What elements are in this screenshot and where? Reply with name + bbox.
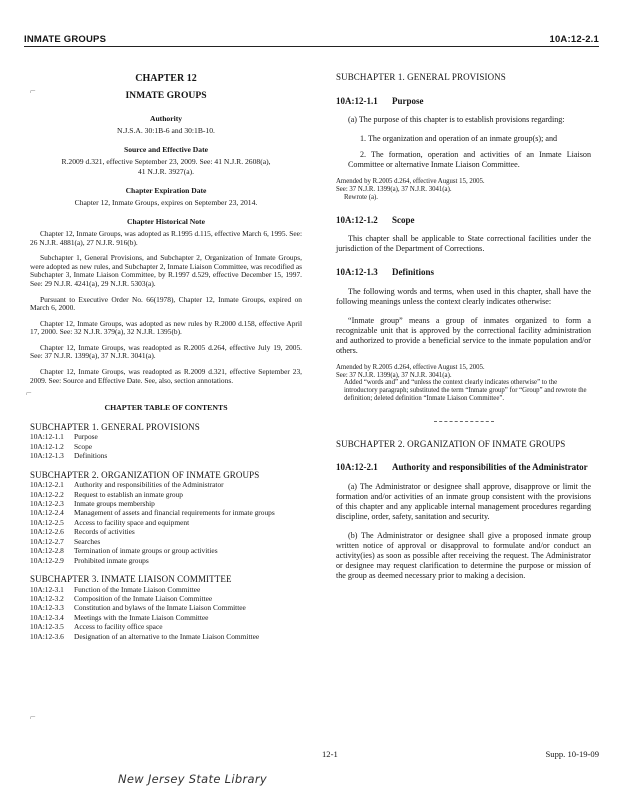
toc-number: 10A:12-3.5	[30, 622, 64, 632]
note-line: See: 37 N.J.R. 1399(a), 37 N.J.R. 3041(a).	[336, 185, 452, 193]
history-paragraph: Chapter 12, Inmate Groups, was adopted as new rules by R.2000 d.158, effective April 17, 2000. See: 32 N.J.R. 379(a), 32 N.J.R. 1395(b).	[30, 318, 302, 337]
section-paragraph: “Inmate group” means a group of inmates organized to form a recognizable unit that is approved by the correctional facility administration and authorized to provide a beneficial service to the inmate population and/or others.	[336, 315, 591, 355]
section-heading	[336, 97, 591, 107]
toc-number: 10A:12-2.7	[30, 536, 64, 546]
toc-text: Purpose	[74, 432, 98, 442]
scan-mark: ⌐	[30, 86, 36, 97]
section-heading	[336, 216, 591, 226]
toc-number: 10A:12-3.1	[30, 584, 64, 594]
toc-text: Termination of inmate groups or group activities	[74, 546, 218, 556]
section-paragraph: 2. The formation, operation and activities of an Inmate Liaison Committee or alternative Inmate Liaison Committee.	[348, 150, 591, 170]
section-title: Scope	[392, 214, 415, 225]
toc-number: 10A:12-2.6	[30, 527, 64, 537]
source-heading: Source and Effective Date	[123, 145, 208, 155]
header-section: 10A:12-2.1	[549, 34, 599, 45]
section-number: 10A:12-2.1	[336, 462, 378, 473]
subchapter-title: SUBCHAPTER 1. GENERAL PROVISIONS	[336, 72, 506, 82]
header-title: INMATE GROUPS	[24, 34, 107, 45]
header-rule	[24, 46, 599, 47]
supplement-date: Supp. 10-19-09	[545, 749, 599, 759]
toc-subchapter-title: SUBCHAPTER 3. INMATE LIAISON COMMITTEE	[30, 573, 232, 584]
history-heading: Chapter Historical Note	[127, 217, 205, 227]
note-line: Rewrote (a).	[344, 193, 378, 201]
toc-text: Function of the Inmate Liaison Committee	[74, 584, 201, 594]
expiration-text: Chapter 12, Inmate Groups, expires on September 23, 2014.	[74, 197, 258, 207]
page-number: 12-1	[322, 749, 338, 759]
toc-number: 10A:12-1.3	[30, 451, 64, 461]
toc-item[interactable]	[30, 433, 302, 441]
left-column	[30, 62, 302, 641]
note-line: Amended by R.2005 d.264, effective August 15, 2005.	[336, 178, 485, 186]
history-paragraph: Chapter 12, Inmate Groups, was readopted as R.2005 d.264, effective July 19, 2005. See: 37 N.J.R. 1399(a), 37 N.J.R. 3041(a).	[30, 342, 302, 361]
history-paragraph: Chapter 12, Inmate Groups, was adopted as R.1995 d.115, effective March 6, 1995. See: 26 N.J.R. 4881(a), 27 N.J.R. 916(b).	[30, 228, 302, 247]
toc-text: Searches	[74, 536, 101, 546]
toc-item[interactable]	[30, 538, 302, 546]
section-paragraph: 1. The organization and operation of an inmate group(s); and	[360, 134, 558, 144]
toc-item[interactable]	[30, 500, 302, 508]
section-paragraph: (a) The purpose of this chapter is to establish provisions regarding:	[348, 115, 565, 125]
toc-item[interactable]	[30, 443, 302, 451]
toc-title: CHAPTER TABLE OF CONTENTS	[104, 403, 228, 413]
toc-text: Definitions	[74, 451, 108, 461]
section-heading	[336, 268, 591, 278]
toc-item[interactable]	[30, 623, 302, 631]
toc-item[interactable]	[30, 557, 302, 565]
history-paragraph: Chapter 12, Inmate Groups, was readopted as R.2009 d.321, effective September 23, 2009. See: Source and Effective Date. See, also, section annotations.	[30, 367, 302, 385]
toc-text: Meetings with the Inmate Liaison Committee	[74, 612, 209, 622]
toc-text: Records of activities	[74, 527, 135, 537]
toc-item[interactable]	[30, 452, 302, 460]
toc-item[interactable]	[30, 547, 302, 555]
toc-subchapter-title: SUBCHAPTER 2. ORGANIZATION OF INMATE GROUPS	[30, 469, 260, 480]
history-paragraph: Pursuant to Executive Order No. 66(1978), Chapter 12, Inmate Groups, expired on March 6, 2000.	[30, 294, 302, 313]
toc-number: 10A:12-1.1	[30, 432, 64, 442]
toc-item[interactable]	[30, 633, 302, 641]
toc-text: Constitution and bylaws of the Inmate Liaison Committee	[74, 603, 246, 613]
toc-number: 10A:12-1.2	[30, 441, 64, 451]
toc-text: Scope	[74, 441, 93, 451]
section-number: 10A:12-1.1	[336, 95, 378, 106]
toc-text: Composition of the Inmate Liaison Committee	[74, 593, 213, 603]
running-header	[24, 34, 599, 46]
section-divider	[434, 421, 494, 422]
chapter-title: INMATE GROUPS	[125, 89, 207, 101]
toc-text: Access to facility space and equipment	[74, 517, 190, 527]
section-number: 10A:12-1.2	[336, 214, 378, 225]
section-title: Purpose	[392, 95, 424, 106]
toc-item[interactable]	[30, 528, 302, 536]
toc-item[interactable]	[30, 481, 302, 489]
toc-number: 10A:12-3.3	[30, 603, 64, 613]
toc-subchapter-title: SUBCHAPTER 1. GENERAL PROVISIONS	[30, 421, 200, 432]
section-title: Authority and responsibilities of the Administrator	[392, 462, 588, 473]
toc-text: Prohibited inmate groups	[74, 555, 149, 565]
toc-text: Inmate groups membership	[74, 499, 155, 509]
toc-number: 10A:12-2.2	[30, 489, 64, 499]
toc-number: 10A:12-3.6	[30, 631, 64, 641]
note-line: Amended by R.2005 d.264, effective August 15, 2005.	[336, 363, 485, 371]
history-paragraph: Subchapter 1, General Provisions, and Subchapter 2, Organization of Inmate Groups, were adopted as new rules, and Subchapter 2, Inmate Liaison Committee, was recodified as Subchapter 3, Inmate Liaison Committee, by R.1997 d.529, effective December 15, 1997. See: 29 N.J.R. 4241(a), 29 N.J.R. 5303(a).	[30, 253, 302, 288]
amendment-note	[336, 364, 591, 403]
section-number: 10A:12-1.3	[336, 267, 378, 278]
toc-text: Request to establish an inmate group	[74, 489, 183, 499]
toc-number: 10A:12-2.8	[30, 546, 64, 556]
chapter-number: CHAPTER 12	[135, 73, 197, 84]
toc-item[interactable]	[30, 595, 302, 603]
section-paragraph: This chapter shall be applicable to State correctional facilities under the jurisdiction of the Department of Corrections.	[336, 234, 591, 254]
toc-text: Authority and responsibilities of the Administrator	[74, 480, 224, 490]
subchapter-title: SUBCHAPTER 2. ORGANIZATION OF INMATE GROUPS	[336, 438, 566, 449]
toc-item[interactable]	[30, 614, 302, 622]
toc-item[interactable]	[30, 586, 302, 594]
source-text: R.2009 d.321, effective September 23, 2009. See: 41 N.J.R. 2608(a), 41 N.J.R. 3927(a).	[61, 156, 271, 176]
toc-number: 10A:12-3.2	[30, 593, 64, 603]
authority-heading: Authority	[149, 114, 183, 124]
toc-item[interactable]	[30, 519, 302, 527]
toc-text: Designation of an alternative to the Inmate Liaison Committee	[74, 631, 260, 641]
section-heading	[336, 463, 591, 473]
toc-item[interactable]	[30, 509, 302, 517]
authority-text: N.J.S.A. 30:1B-6 and 30:1B-10.	[117, 125, 215, 135]
toc-item[interactable]	[30, 604, 302, 612]
amendment-note	[336, 178, 591, 201]
note-line: Added “words and” and “unless the context clearly indicates otherwise” to the introductory paragraph; substituted the term “Inmate group” for “Group” and rewrote the definition; deleted definition “Inmate Liaison Committee”.	[344, 379, 587, 402]
toc-number: 10A:12-2.9	[30, 555, 64, 565]
toc-number: 10A:12-2.5	[30, 517, 64, 527]
section-paragraph: The following words and terms, when used in this chapter, shall have the following meanings unless the context clearly indicates otherwise:	[336, 286, 591, 306]
expiration-heading: Chapter Expiration Date	[125, 186, 207, 196]
section-paragraph: (a) The Administrator or designee shall approve, disapprove or limit the formation and/or activities of an inmate group consistent with the provisions of this chapter and any applicable internal management procedures regarding discipline, order, safety, sanitation and security.	[336, 481, 591, 521]
scan-mark: ⌐	[26, 388, 32, 399]
toc-number: 10A:12-2.1	[30, 480, 64, 490]
library-stamp: New Jersey State Library	[118, 772, 267, 786]
toc-number: 10A:12-2.4	[30, 508, 64, 518]
scan-mark: ⌐	[30, 712, 36, 723]
toc-text: Management of assets and financial requirements for inmate groups	[74, 508, 275, 518]
toc-number: 10A:12-2.3	[30, 499, 64, 509]
right-column	[336, 72, 591, 581]
section-title: Definitions	[392, 267, 435, 278]
toc-number: 10A:12-3.4	[30, 612, 64, 622]
toc-text: Access to facility office space	[74, 622, 163, 632]
section-paragraph: (b) The Administrator or designee shall give a proposed inmate group written notice of approval or disapproval to formulate and/or conduct an activity(ies) as soon as possible after receiving the request. The Administrator or designee may request clarification to determine the purpose or mission of the group as deemed necessary prior to making a decision.	[336, 530, 591, 580]
note-line: See: 37 N.J.R. 1399(a), 37 N.J.R. 3041(a).	[336, 371, 452, 379]
toc-item[interactable]	[30, 491, 302, 499]
